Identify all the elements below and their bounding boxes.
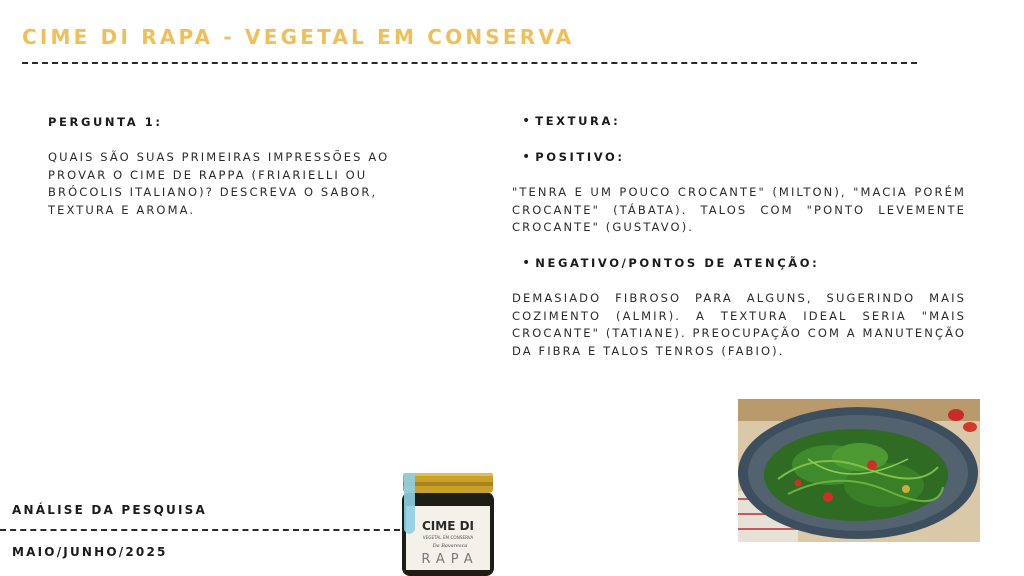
footer-divider bbox=[0, 529, 400, 531]
negativo-heading bbox=[522, 256, 819, 270]
page-title: CIME DI RAPA - VEGETAL EM CONSERVA bbox=[22, 25, 575, 49]
analysis-label: ANÁLISE DA PESQUISA bbox=[12, 503, 207, 517]
textura-heading bbox=[522, 114, 620, 128]
negativo-text: DEMASIADO FIBROSO PARA ALGUNS, SUGERINDO MAIS COZIMENTO (ALMIR). A TEXTURA IDEAL SERIA "MAIS CROCANTE" (TATIANE). PREOCUPAÇÃO COM A MANUTENÇÃO DA FIBRA E TALOS TENROS (FABIO). bbox=[512, 291, 966, 358]
date-label: MAIO/JUNHO/2025 bbox=[12, 545, 168, 559]
jar-subtitle: VEGETAL EM CONSERVA bbox=[422, 535, 474, 540]
bullet-icon: • bbox=[522, 255, 531, 271]
jar-title: CIME DI bbox=[421, 519, 475, 533]
positivo-heading bbox=[522, 150, 625, 164]
bullet-icon: • bbox=[522, 113, 531, 129]
question-label: PERGUNTA 1: bbox=[48, 115, 163, 129]
question-text: QUAIS SÃO SUAS PRIMEIRAS IMPRESSÕES AO PROVAR O CIME DE RAPPA (FRIARIELLI OU BRÓCOLIS ITALIANO)? DESCREVA O SABOR, TEXTURA E AROMA. bbox=[48, 150, 390, 217]
dish-photo bbox=[738, 399, 980, 542]
positivo-text: "TENRA E UM POUCO CROCANTE" (MILTON), "MACIA PORÉM CROCANTE" (TÁBATA). TALOS COM "PONTO LEVEMENTE CROCANTE" (GUSTAVO). bbox=[512, 185, 966, 234]
title-divider bbox=[22, 62, 917, 64]
textura-label: TEXTURA: bbox=[535, 114, 621, 128]
negativo-label: NEGATIVO/PONTOS DE ATENÇÃO: bbox=[535, 256, 820, 270]
jar-name: RAPA bbox=[421, 552, 479, 567]
bullet-icon: • bbox=[522, 149, 531, 165]
product-jar-image bbox=[398, 470, 498, 576]
jar-brand: Da Bavaresca bbox=[432, 543, 468, 549]
positivo-label: POSITIVO: bbox=[535, 150, 625, 164]
